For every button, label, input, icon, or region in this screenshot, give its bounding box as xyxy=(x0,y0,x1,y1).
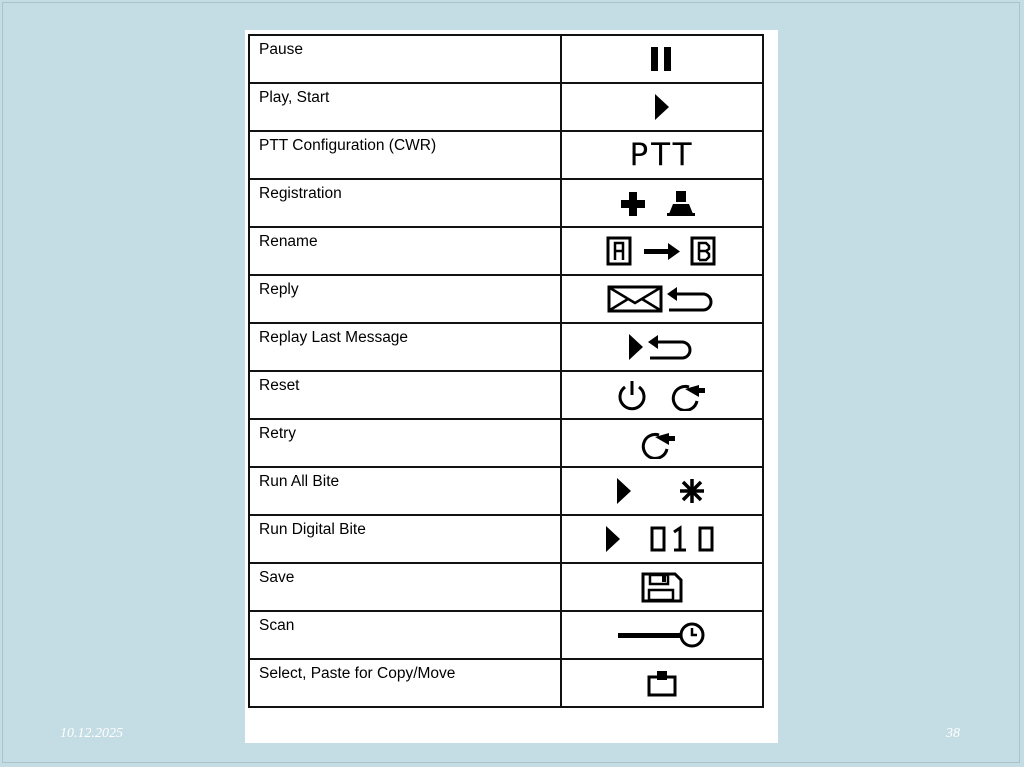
row-label: Save xyxy=(249,563,561,611)
table-row xyxy=(249,563,763,611)
scan-icon xyxy=(561,611,763,659)
row-label: Run All Bite xyxy=(249,467,561,515)
row-label: Pause xyxy=(249,35,561,83)
ptt-text-icon xyxy=(561,131,763,179)
row-label: Registration xyxy=(249,179,561,227)
row-label: Rename xyxy=(249,227,561,275)
icon-table-image xyxy=(245,30,778,743)
page-number: 38 xyxy=(946,726,960,741)
play-asterisk-icon xyxy=(561,467,763,515)
play-binary-icon xyxy=(561,515,763,563)
row-label: Reply xyxy=(249,275,561,323)
table-row xyxy=(249,275,763,323)
row-label: Select, Paste for Copy/Move xyxy=(249,659,561,707)
table-row xyxy=(249,131,763,179)
table-row xyxy=(249,227,763,275)
play-return-icon xyxy=(561,323,763,371)
table-row xyxy=(249,323,763,371)
plus-user-icon xyxy=(561,179,763,227)
icon-legend-table xyxy=(248,34,764,708)
footer-date: 10.12.2025 xyxy=(60,726,123,741)
ptt-symbol-text: PTT xyxy=(629,136,695,173)
table-row xyxy=(249,83,763,131)
table-row xyxy=(249,179,763,227)
table-row xyxy=(249,659,763,707)
power-retry-icon xyxy=(561,371,763,419)
row-label: Reset xyxy=(249,371,561,419)
clipboard-paste-icon xyxy=(561,659,763,707)
retry-icon xyxy=(561,419,763,467)
floppy-disk-icon xyxy=(561,563,763,611)
table-row xyxy=(249,467,763,515)
table-row xyxy=(249,35,763,83)
table-row xyxy=(249,371,763,419)
row-label: Play, Start xyxy=(249,83,561,131)
row-label: Retry xyxy=(249,419,561,467)
play-icon xyxy=(561,83,763,131)
table-row xyxy=(249,611,763,659)
row-label: PTT Configuration (CWR) xyxy=(249,131,561,179)
row-label: Replay Last Message xyxy=(249,323,561,371)
pause-icon xyxy=(561,35,763,83)
table-row xyxy=(249,515,763,563)
rename-icon xyxy=(561,227,763,275)
table-row xyxy=(249,419,763,467)
envelope-return-icon xyxy=(561,275,763,323)
row-label: Run Digital Bite xyxy=(249,515,561,563)
row-label: Scan xyxy=(249,611,561,659)
